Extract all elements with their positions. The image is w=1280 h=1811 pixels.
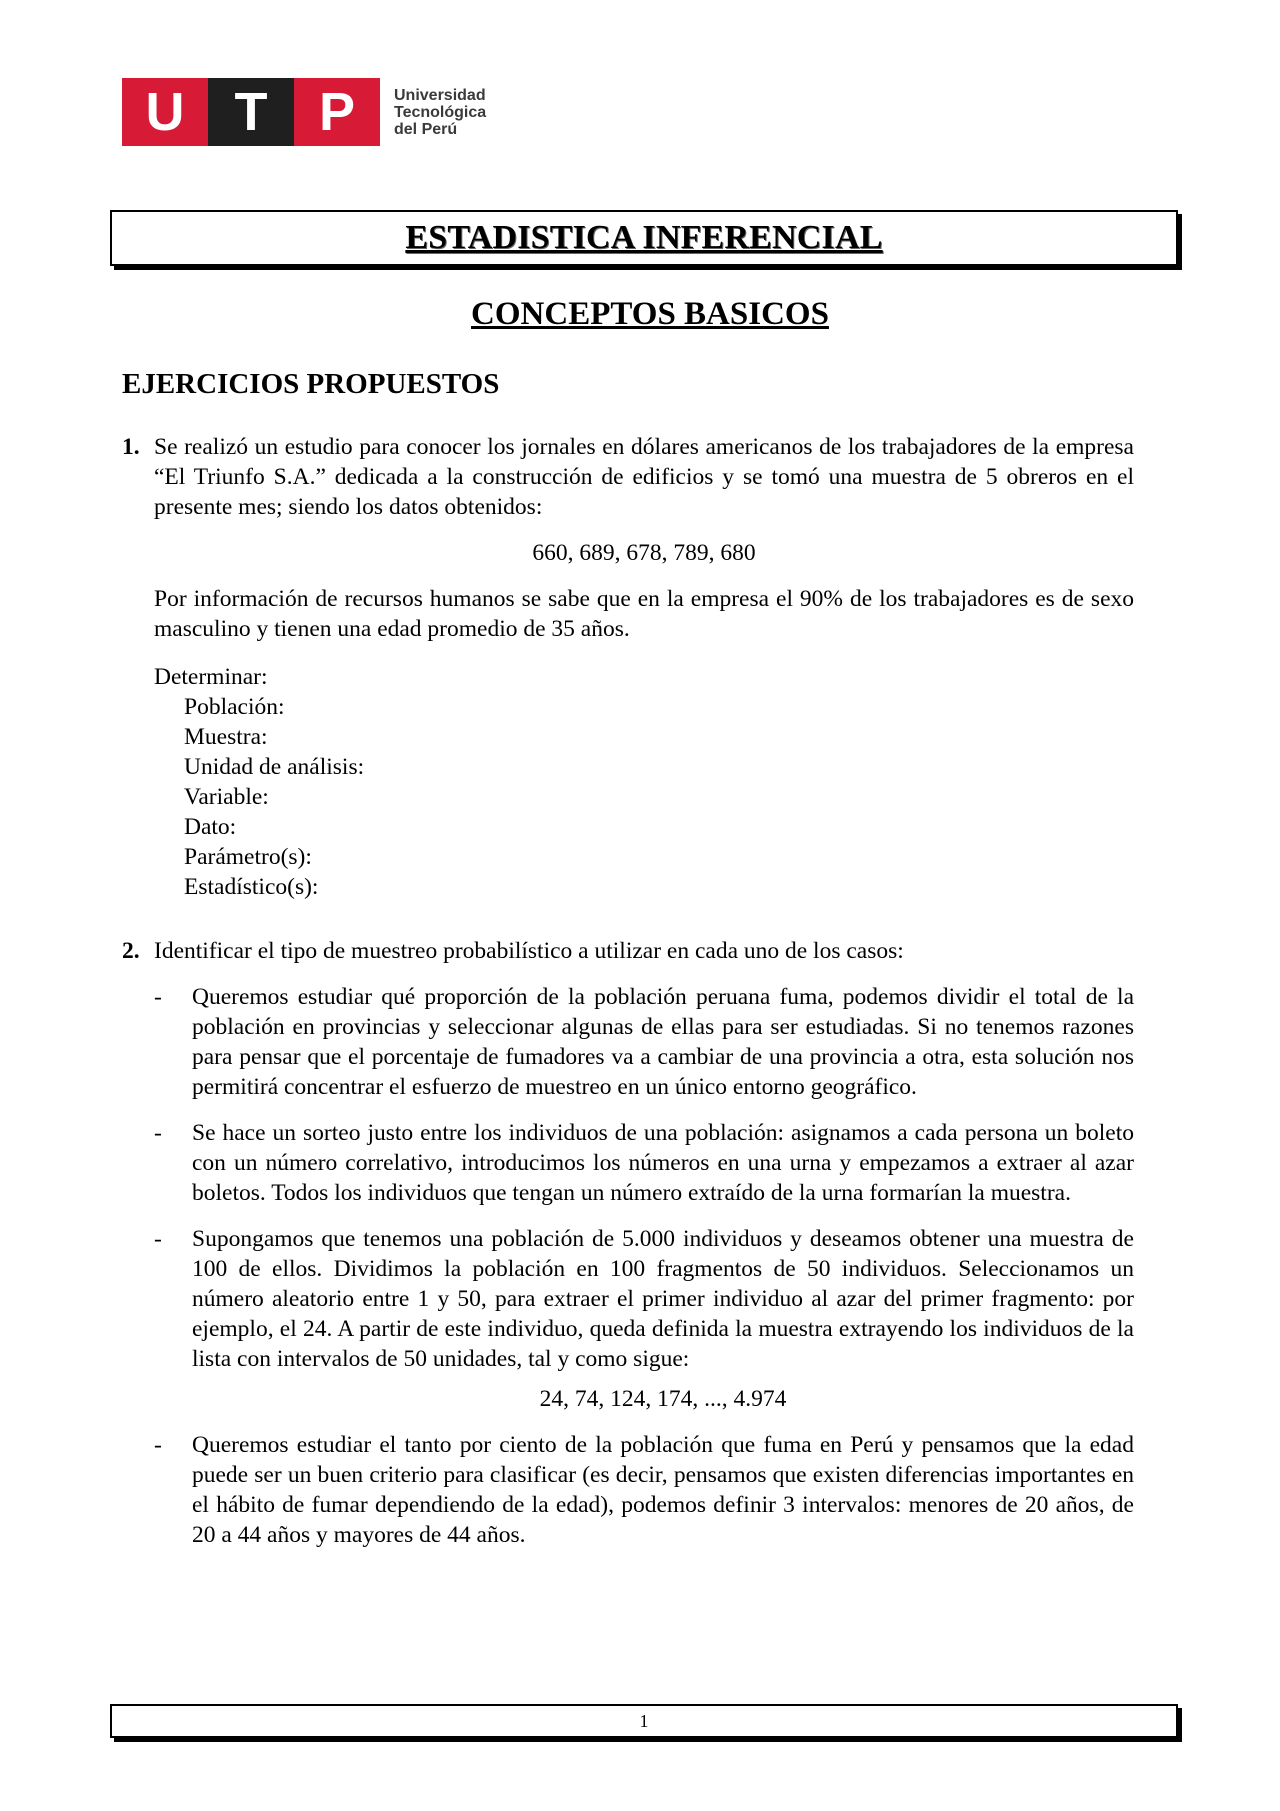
determine-item-dato: Dato: <box>184 814 237 840</box>
case-4-text: Queremos estudiar el tanto por ciento de la población que fuma en Perú y pensamos que la edad puede ser un buen criterio para clasificar (es decir, pensamos que existen diferencias importantes en el hábito de fumar dependiendo de la edad), podemos definir 3 intervalos: menores de 20 años, de 20 a 44 años y mayores de 44 años. <box>192 1432 1134 1548</box>
case-4-bullet: - <box>154 1432 162 1458</box>
exercise-2 <box>122 936 1134 1550</box>
logo-name-line-1: Universidad <box>394 86 486 104</box>
case-1-bullet: - <box>154 984 162 1010</box>
determine-item-unidad: Unidad de análisis: <box>184 754 365 780</box>
logo-letter-t: T <box>208 78 294 146</box>
logo-name-line-3: del Perú <box>394 120 458 138</box>
case-3-bullet: - <box>154 1226 162 1252</box>
title-box <box>110 210 1178 266</box>
logo-letter-u: U <box>122 78 208 146</box>
exercise-2-number: 2. <box>122 938 140 964</box>
determine-item-parametro: Parámetro(s): <box>184 844 312 870</box>
case-3 <box>154 1224 1134 1414</box>
case-4 <box>154 1430 1134 1550</box>
footer-box <box>110 1704 1178 1738</box>
page-number: 1 <box>639 1710 649 1731</box>
determine-list <box>154 692 1134 902</box>
logo-university-name <box>394 87 486 138</box>
determine-item-estadistico: Estadístico(s): <box>184 874 319 900</box>
case-1-text: Queremos estudiar qué proporción de la población peruana fuma, podemos dividir el total de la población en provincias y seleccionar algunas de ellas para ser estudiadas. Si no tenemos razones para pensar que el porcentaje de fumadores va a cambiar de una provincia a otra, esta solución nos permitirá concentrar el esfuerzo de muestreo en un único entorno geográfico. <box>192 984 1134 1100</box>
case-2-bullet: - <box>154 1120 162 1146</box>
exercise-1 <box>122 432 1134 902</box>
case-3-text: Supongamos que tenemos una población de 5.000 individuos y deseamos obtener una muestra de 100 de ellos. Dividimos la población en 100 fragmentos de 50 individuos. Seleccionamos un número aleatorio entre 1 y 50, para extraer el primer individuo al azar del primer fragmento: por ejemplo, el 24. A partir de este individuo, queda definida la muestra extrayendo los individuos de la lista con intervalos de 50 unidades, tal y como sigue: <box>192 1226 1134 1372</box>
page-subtitle: CONCEPTOS BASICOS <box>471 296 829 332</box>
determine-item-variable: Variable: <box>184 784 269 810</box>
case-3-sequence: 24, 74, 124, 174, ..., 4.974 <box>539 1386 787 1412</box>
logo-letter-p: P <box>294 78 380 146</box>
exercise-2-intro: Identificar el tipo de muestreo probabilístico a utilizar en cada uno de los casos: <box>154 938 904 964</box>
determine-item-poblacion: Población: <box>184 694 285 720</box>
exercise-1-intro: Se realizó un estudio para conocer los jornales en dólares americanos de los trabajadores de la empresa “El Triunfo S.A.” dedicada a la construcción de edificios y se tomó una muestra de 5 obreros en el presente mes; siendo los datos obtenidos: <box>154 434 1134 520</box>
case-1 <box>154 982 1134 1102</box>
utp-logo <box>122 78 486 146</box>
logo-name-line-2: Tecnológica <box>394 103 487 121</box>
section-heading: EJERCICIOS PROPUESTOS <box>122 368 500 400</box>
exercise-1-number: 1. <box>122 434 140 460</box>
case-2-text: Se hace un sorteo justo entre los individuos de una población: asignamos a cada persona un boleto con un número correlativo, introducimos los números en una urna y empezamos a extraer al azar boletos. Todos los individuos que tengan un número extraído de la urna formarían la muestra. <box>192 1120 1134 1206</box>
page-title: ESTADISTICA INFERENCIAL <box>405 219 883 256</box>
exercise-1-info: Por información de recursos humanos se sabe que en la empresa el 90% de los trabajadores es de sexo masculino y tienen una edad promedio de 35 años. <box>154 586 1134 642</box>
determine-item-muestra: Muestra: <box>184 724 268 750</box>
exercise-1-data: 660, 689, 678, 789, 680 <box>532 540 756 566</box>
exercise-1-determine: Determinar: <box>154 664 268 690</box>
case-2 <box>154 1118 1134 1208</box>
exercises-content <box>122 432 1134 1550</box>
